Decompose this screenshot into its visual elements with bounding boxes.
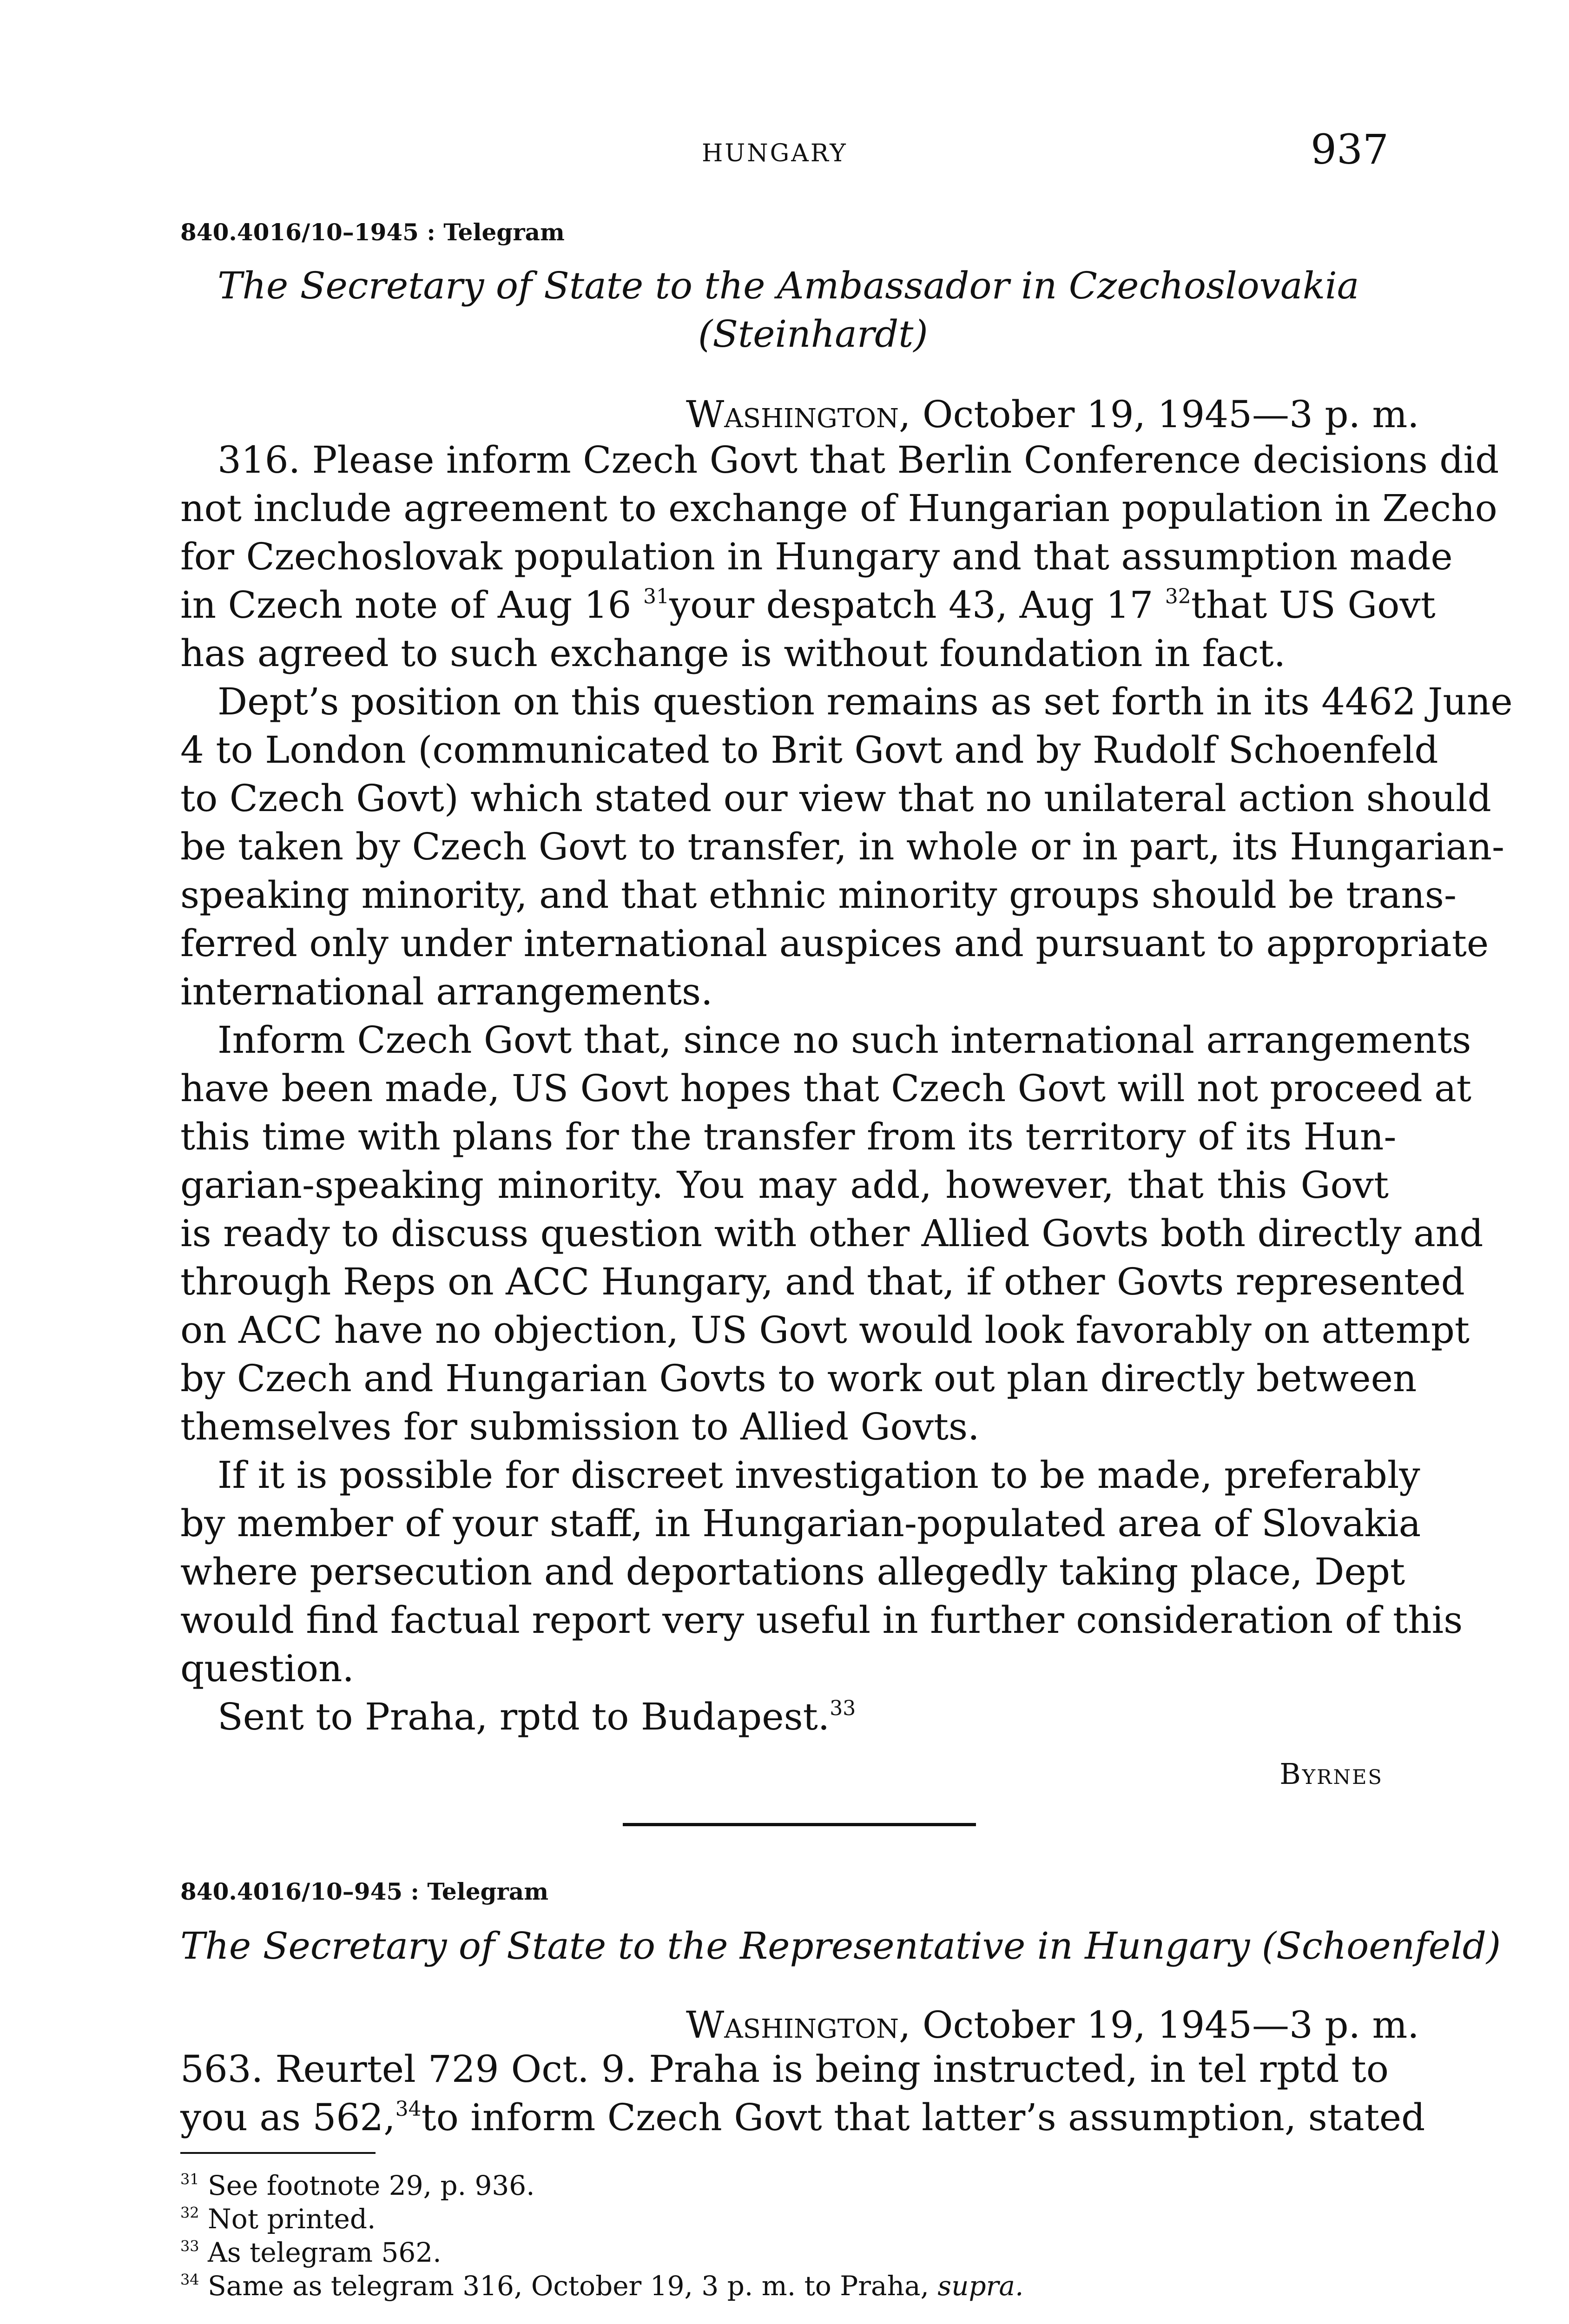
body-line: Dept’s position on this question remains as set forth in its 4462 June <box>218 680 1513 723</box>
body-line <box>218 1695 856 1738</box>
footnote-ref: 31 <box>643 585 669 609</box>
body-line: would find factual report very useful in further consideration of this <box>180 1598 1463 1642</box>
body-line: has agreed to such exchange is without foundation in fact. <box>180 632 1286 675</box>
body-line: speaking minority, and that ethnic minority groups should be trans- <box>180 873 1457 917</box>
footnote-rule <box>180 2152 376 2154</box>
footnote <box>180 2237 442 2268</box>
body-line: to Czech Govt) which stated our view that no unilateral action should <box>180 777 1491 820</box>
document-title-2: The Secretary of State to the Representative in Hungary (Schoenfeld) <box>180 1924 1501 1967</box>
footnote-text: As telegram 562. <box>208 2237 442 2268</box>
body-line: this time with plans for the transfer from its territory of its Hun- <box>180 1115 1397 1158</box>
dateline-place: Washington, <box>686 393 911 436</box>
body-line: not include agreement to exchange of Hungarian population in Zecho <box>180 487 1497 530</box>
dateline-2 <box>686 2003 1419 2047</box>
body-line: by Czech and Hungarian Govts to work out plan directly between <box>180 1357 1417 1400</box>
body-line: question. <box>180 1647 354 1690</box>
body-line: garian-speaking minority. You may add, however, that this Govt <box>180 1163 1389 1207</box>
body-text: you as 562, <box>180 2096 396 2139</box>
body-line: ferred only under international auspices and pursuant to appropriate <box>180 922 1489 965</box>
body-text: Sent to Praha, rptd to Budapest. <box>218 1695 830 1738</box>
file-reference: 840.4016/10–1945 : Telegram <box>180 218 565 246</box>
document-title-addressee: (Steinhardt) <box>698 312 928 356</box>
footnote-text: Same as telegram 316, October 19, 3 p. m. to Praha, <box>208 2270 929 2302</box>
body-line <box>180 2096 1425 2139</box>
body-line: Inform Czech Govt that, since no such international arrangements <box>218 1018 1471 1062</box>
body-line: is ready to discuss question with other Allied Govts both directly and <box>180 1212 1483 1255</box>
body-line: through Reps on ACC Hungary, and that, if other Govts represented <box>180 1260 1465 1303</box>
body-line: international arrangements. <box>180 970 713 1013</box>
footnote-number: 33 <box>180 2237 199 2255</box>
body-line: for Czechoslovak population in Hungary and that assumption made <box>180 535 1453 578</box>
body-segment <box>180 2096 422 2139</box>
footnote-italic: supra. <box>937 2270 1024 2302</box>
body-line: on ACC have no objection, US Govt would look favorably on attempt <box>180 1308 1470 1352</box>
signature: Byrnes <box>1279 1757 1383 1791</box>
dateline <box>686 393 1419 436</box>
footnote-ref: 34 <box>395 2097 422 2121</box>
body-text: that US Govt <box>1191 583 1436 627</box>
footnote-number: 32 <box>180 2204 199 2222</box>
footnote-number: 31 <box>180 2170 199 2188</box>
body-segment <box>180 583 669 627</box>
footnote-ref: 33 <box>830 1697 856 1721</box>
footnote-text: Not printed. <box>208 2203 376 2235</box>
footnote-number: 34 <box>180 2271 199 2289</box>
body-line: 4 to London (communicated to Brit Govt and by Rudolf Schoenfeld <box>180 728 1438 772</box>
body-line <box>180 583 1436 627</box>
body-line: where persecution and deportations allegedly taking place, Dept <box>180 1550 1405 1593</box>
body-text: in Czech note of Aug 16 <box>180 583 632 627</box>
footnote-text: See footnote 29, p. 936. <box>208 2170 535 2201</box>
body-line: be taken by Czech Govt to transfer, in whole or in part, its Hungarian- <box>180 825 1505 868</box>
body-segment <box>669 583 1191 627</box>
footnote <box>180 2203 376 2235</box>
document-title: The Secretary of State to the Ambassador in Czechoslovakia <box>218 264 1359 307</box>
dateline-date: October 19, 1945—3 p. m. <box>922 393 1419 436</box>
body-line: 316. Please inform Czech Govt that Berlin Conference decisions did <box>218 438 1499 482</box>
body-line: If it is possible for discreet investigation to be made, preferably <box>218 1453 1420 1497</box>
body-line: themselves for submission to Allied Govts. <box>180 1405 980 1448</box>
footnote <box>180 2270 1023 2302</box>
footnote-ref: 32 <box>1165 585 1191 609</box>
running-head: HUNGARY <box>702 139 848 167</box>
body-text: to inform Czech Govt that latter’s assumption, stated <box>421 2096 1425 2139</box>
file-reference-2: 840.4016/10–945 : Telegram <box>180 1878 549 1905</box>
dateline-date: October 19, 1945—3 p. m. <box>922 2003 1419 2047</box>
dateline-place: Washington, <box>686 2003 911 2047</box>
body-line: 563. Reurtel 729 Oct. 9. Praha is being instructed, in tel rptd to <box>180 2047 1389 2091</box>
page-number: 937 <box>1311 125 1389 173</box>
body-text: your despatch 43, Aug 17 <box>669 583 1154 627</box>
body-line: by member of your staff, in Hungarian-populated area of Slovakia <box>180 1502 1421 1545</box>
footnote <box>180 2170 535 2201</box>
body-line: have been made, US Govt hopes that Czech Govt will not proceed at <box>180 1067 1472 1110</box>
section-divider <box>623 1823 976 1826</box>
